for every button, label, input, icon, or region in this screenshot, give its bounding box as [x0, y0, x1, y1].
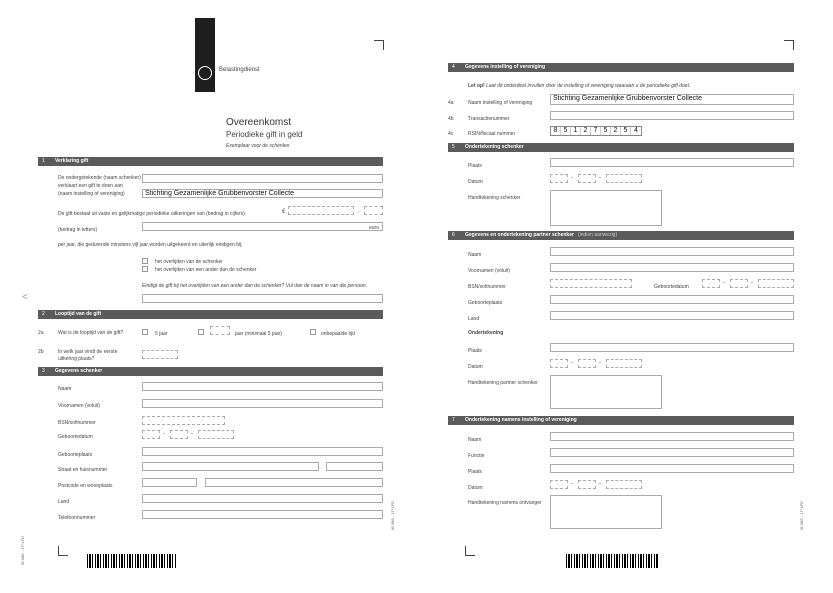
s5-year-input[interactable]: [606, 174, 642, 183]
s5-day-input[interactable]: [550, 174, 568, 183]
q2b-label-1: In welk jaar vindt de eerste: [58, 349, 118, 355]
section-3-header: 3 Gegevens schenker: [38, 367, 383, 376]
opt-indefinite-checkbox[interactable]: [310, 329, 316, 335]
s6-bsn-label: BSN/sofinummer: [468, 284, 506, 290]
undersigned-label: De ondergetekende (naam schenker): [58, 175, 141, 181]
date-sep: -: [751, 280, 753, 286]
s4-note: Let op! Laat dit onderdeel invullen door de instelling of vereniging waaraan u de periodieke gift doet.: [468, 83, 691, 89]
s6-bsn-input[interactable]: [550, 279, 632, 288]
date-sep: -: [571, 481, 573, 487]
right-page: [418, 0, 833, 593]
section-6-header: 6 Gegevens en ondertekening partner schenker (indien aanwezig): [448, 231, 794, 240]
q2a-label: Wat is de looptijd van de gift?: [58, 330, 124, 336]
donor-city-field[interactable]: [205, 478, 383, 487]
donor-postcode-field[interactable]: [142, 478, 197, 487]
s7-place-label: Plaats: [468, 469, 482, 475]
s5-signature-box[interactable]: [550, 190, 662, 226]
s6-birth-day-input[interactable]: [702, 279, 720, 288]
euro-sign: €: [282, 209, 286, 215]
s7-month-input[interactable]: [578, 480, 596, 489]
donor-street-label: Straat en huisnummer: [58, 467, 108, 473]
donor-phone-label: Telefoonnummer: [58, 515, 96, 521]
s7-place-input[interactable]: [550, 464, 794, 473]
section-7-header: 7 Ondertekening namens instelling of vereniging: [448, 416, 794, 425]
s5-signature-label: Handtekening schenker: [468, 195, 521, 201]
s7-day-input[interactable]: [550, 480, 568, 489]
birth-day-field[interactable]: [142, 430, 160, 439]
donor-name-field[interactable]: [142, 382, 383, 391]
opt-years-label: jaar (minimaal 5 jaar): [235, 331, 282, 337]
donor-name-label: Naam: [58, 386, 72, 392]
decimal-sep: ,: [358, 208, 360, 214]
s7-signature-label: Handtekening namens ontvanger: [468, 500, 542, 506]
amount-letters-label: (bedrag in letters): [58, 227, 98, 233]
s6-place-input[interactable]: [550, 343, 794, 352]
s6-year-input[interactable]: [606, 359, 642, 368]
rsin-label: RSIN/fiscaal nummer: [468, 131, 516, 137]
section-5-header: 5 Ondertekening schenker: [448, 143, 794, 152]
ends-note: Eindigt de gift bij het overlijden van een ander dan de schenker? Vul dan de naam in van die persoon.: [142, 283, 368, 289]
other-person-input[interactable]: [142, 294, 383, 303]
amount-label: De gift bestaat uit vaste en gelijkmatige periodieke uitkeringen van (bedrag in cijfers): [58, 211, 245, 217]
per-year-text: per jaar, die gedurende minstens vijf jaar worden uitgekeerd en uiterlijk eindigen bij:: [58, 242, 243, 248]
s6-birth-month-input[interactable]: [730, 279, 748, 288]
crop-mark: [784, 40, 794, 50]
opt-other-death-label: het overlijden van een ander dan de schenker: [155, 267, 257, 273]
s6-name-input[interactable]: [550, 247, 794, 256]
s6-country-input[interactable]: [550, 311, 794, 320]
s7-name-input[interactable]: [550, 432, 794, 441]
section-2-header: 2 Looptijd van de gift: [38, 310, 383, 319]
s6-name-label: Naam: [468, 252, 482, 258]
amount-letters-input[interactable]: [142, 222, 383, 231]
date-sep: -: [723, 280, 725, 286]
donor-country-label: Land: [58, 499, 70, 505]
barcode: [566, 554, 658, 568]
s6-birth-year-input[interactable]: [758, 279, 794, 288]
form-code: IB 088 - 1T*1FD: [20, 536, 25, 565]
s7-function-label: Functie: [468, 453, 485, 459]
page-subtitle: Periodieke gift in geld: [226, 130, 303, 139]
date-sep: -: [163, 431, 165, 437]
birth-year-field[interactable]: [198, 430, 234, 439]
section-4-header: 4 Gegevens instelling of vereniging: [448, 63, 794, 72]
s6-birthplace-label: Geboorteplaats: [468, 300, 503, 306]
donor-name-input[interactable]: [142, 174, 383, 183]
s5-place-label: Plaats: [468, 163, 482, 169]
cents-input[interactable]: [364, 206, 383, 215]
date-sep: -: [599, 175, 601, 181]
s7-date-label: Datum: [468, 485, 483, 491]
s6-signature-label: Handtekening partner schenker: [468, 380, 538, 386]
s7-function-input[interactable]: [550, 448, 794, 457]
opt-donor-death-checkbox[interactable]: [142, 258, 148, 264]
crop-mark: [465, 546, 475, 556]
form-code: IB 088 - 1T*1FD: [390, 501, 395, 530]
s6-firstnames-label: Voornamen (voluit): [468, 268, 510, 274]
donor-postcode-label: Postcode en woonplaats: [58, 483, 113, 489]
txn-input[interactable]: [550, 111, 794, 120]
donor-country-field[interactable]: [142, 494, 383, 503]
4a-index: 4a: [448, 100, 454, 106]
4b-index: 4b: [448, 116, 454, 122]
q2b-label-2: uitkering plaats?: [58, 356, 95, 362]
copy-note: Exemplaar voor de schenker: [226, 143, 290, 149]
coat-of-arms-icon: [198, 66, 212, 80]
crop-mark: [58, 546, 68, 556]
date-sep: -: [191, 431, 193, 437]
s5-place-input[interactable]: [550, 158, 794, 167]
left-page: [0, 0, 416, 593]
logo-block: [195, 18, 215, 92]
date-sep: -: [571, 360, 573, 366]
date-sep: -: [599, 481, 601, 487]
donor-phone-field[interactable]: [142, 510, 383, 519]
s6-month-input[interactable]: [578, 359, 596, 368]
donor-firstnames-field[interactable]: [142, 399, 383, 408]
s6-place-label: Plaats: [468, 348, 482, 354]
barcode: [87, 554, 177, 568]
years-input[interactable]: [210, 326, 230, 335]
gift-label: verklaart een gift te doen aan: [58, 183, 123, 189]
rsin-input[interactable]: 8 5 1 2 7 5 2 5 4: [550, 126, 642, 136]
q2a-index: 2a: [38, 330, 44, 336]
amount-input[interactable]: [288, 206, 354, 215]
4c-index: 4c: [448, 131, 454, 137]
donor-birthplace-label: Geboorteplaats: [58, 452, 93, 458]
opt-years-checkbox[interactable]: [198, 329, 204, 335]
s7-signature-box[interactable]: [550, 495, 662, 529]
opt-indefinite-label: onbepaalde tijd: [321, 331, 355, 337]
s5-month-input[interactable]: [578, 174, 596, 183]
s6-birthdate-label: Geboortedatum: [654, 284, 689, 290]
donor-housenr-field[interactable]: [326, 462, 383, 471]
donor-bsn-field[interactable]: [142, 416, 225, 425]
s6-date-label: Datum: [468, 364, 483, 370]
s6-firstnames-input[interactable]: [550, 263, 794, 272]
crop-mark: [374, 40, 384, 50]
date-sep: -: [599, 360, 601, 366]
birth-month-field[interactable]: [170, 430, 188, 439]
page-title: Overeenkomst: [226, 117, 292, 128]
s6-signing-heading: Ondertekening: [468, 330, 504, 336]
recipient-input[interactable]: Stichting Gezamenlijke Grubbenvorster Collecte: [142, 189, 383, 198]
s6-birthplace-input[interactable]: [550, 295, 794, 304]
q2b-index: 2b: [38, 349, 44, 355]
donor-street-field[interactable]: [142, 462, 319, 471]
collapse-arrow-icon[interactable]: <: [22, 292, 28, 303]
opt-donor-death-label: het overlijden van de schenker: [155, 259, 223, 265]
section-1-header: 1 Verklaring gift: [38, 157, 383, 166]
donor-birthplace-field[interactable]: [142, 447, 383, 456]
euro-label: euro: [369, 225, 380, 231]
date-sep: -: [571, 175, 573, 181]
s7-year-input[interactable]: [606, 480, 642, 489]
opt-5-years-label: 5 jaar: [155, 331, 168, 337]
donor-birthdate-label: Geboortedatum: [58, 434, 93, 440]
s5-date-label: Datum: [468, 179, 483, 185]
form-code: IB 088 - 1T*1FD: [799, 501, 804, 530]
first-year-input[interactable]: [142, 350, 178, 359]
org-name: Belastingdienst: [219, 67, 260, 73]
donor-bsn-label: BSN/sofinummer: [58, 420, 96, 426]
s6-day-input[interactable]: [550, 359, 568, 368]
org-name-label: Naam instelling of vereniging: [468, 100, 533, 106]
opt-5-years-checkbox[interactable]: [142, 329, 148, 335]
txn-label: Transactienummer: [468, 116, 510, 122]
recipient-label: (naam instelling of vereniging): [58, 191, 125, 197]
s7-name-label: Naam: [468, 437, 482, 443]
s6-country-label: Land: [468, 316, 480, 322]
opt-other-death-checkbox[interactable]: [142, 266, 148, 272]
donor-firstnames-label: Voornamen (voluit): [58, 403, 100, 409]
s6-signature-box[interactable]: [550, 375, 662, 409]
org-name-input[interactable]: Stichting Gezamenlijke Grubbenvorster Collecte: [550, 94, 794, 105]
